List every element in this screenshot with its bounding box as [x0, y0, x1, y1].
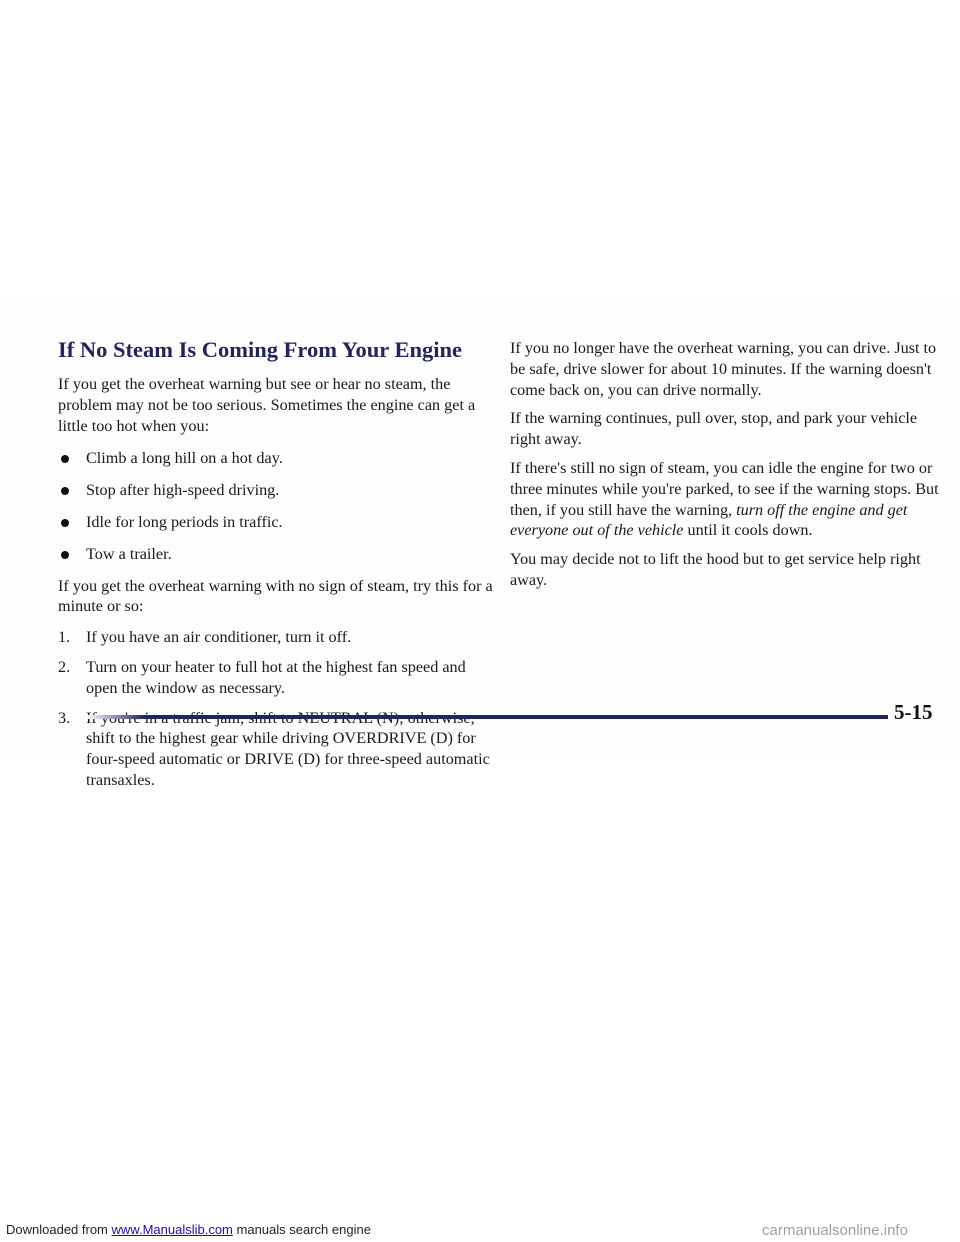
list-item: Idle for long periods in traffic.: [58, 512, 498, 533]
bullet-icon: [61, 551, 69, 559]
step-number: 2.: [58, 657, 71, 676]
steps-lead-paragraph: If you get the overheat warning with no sign of steam, try this for a minute or so:: [58, 576, 493, 616]
list-item: Tow a trailer.: [58, 544, 498, 565]
manualslib-link[interactable]: www.Manualslib.com: [111, 1222, 233, 1237]
intro-paragraph: If you get the overheat warning but see or hear no steam, the problem may not be too serious. Sometimes the engine can get a little too hot when you:: [58, 375, 476, 435]
conditions-list: [58, 448, 498, 564]
step-text: Turn on your heater to full hot at the highest fan speed and open the window as necessary.: [86, 657, 466, 697]
right-column: [510, 338, 950, 591]
bullet-icon: [61, 487, 69, 495]
list-item: Climb a long hill on a hot day.: [58, 448, 498, 469]
step-number: 1.: [58, 628, 71, 647]
paragraph: If the warning continues, pull over, stop, and park your vehicle right away.: [510, 409, 918, 449]
steps-list: [58, 627, 498, 791]
left-column: [58, 336, 498, 800]
step-text: If you have an air conditioner, turn it off.: [86, 628, 352, 647]
bullet-icon: [61, 455, 69, 463]
watermark: carmanualsonline.info: [762, 1222, 908, 1239]
bullet-icon: [61, 519, 69, 527]
page-number: 5-15: [888, 700, 933, 725]
italic-warning: turn off the engine and get everyone out of the vehicle: [510, 500, 908, 540]
step-number: 3.: [58, 708, 71, 727]
list-item: [58, 657, 498, 699]
section-heading: If No Steam Is Coming From Your Engine: [58, 337, 462, 362]
list-item: [58, 708, 498, 791]
list-item: [58, 627, 498, 648]
download-footer: Downloaded from www.Manualslib.com manuals search engine: [6, 1222, 371, 1237]
paragraph: If there's still no sign of steam, you can idle the engine for two or three minutes while you're parked, to see if the warning stops. But then, if you still have the warning, turn off the engine and get everyone out of the vehicle until it cools down.: [510, 458, 939, 540]
footer-rule: [86, 715, 928, 719]
list-item: Stop after high-speed driving.: [58, 480, 498, 501]
step-text: shift to the highest gear while driving OVERDRIVE (D) for four-speed automatic or DRIVE (D) for three-speed automatic transaxles.: [86, 729, 490, 789]
paragraph: You may decide not to lift the hood but to get service help right away.: [510, 550, 921, 589]
paragraph: If you no longer have the overheat warning, you can drive. Just to be safe, drive slower for about 10 minutes. If the warning doesn't come back on, you can drive normally.: [510, 339, 937, 399]
